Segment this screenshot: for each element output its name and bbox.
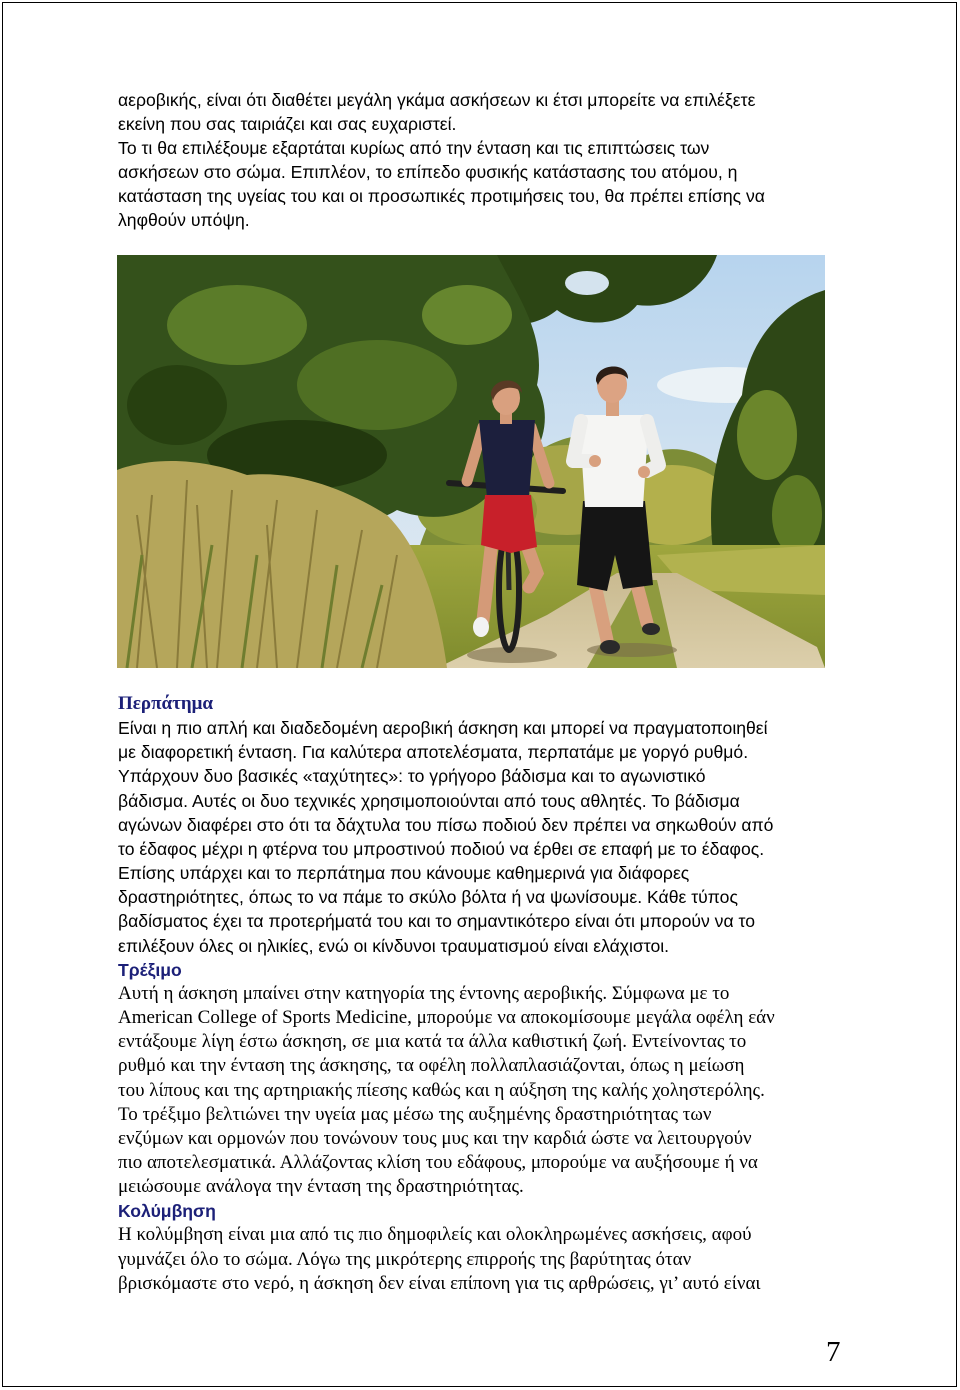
section-heading-running: Τρέξιμο xyxy=(118,959,182,980)
intro-line: κατάσταση της υγείας του και οι προσωπικές προτιμήσεις του, θα πρέπει επίσης να xyxy=(118,186,765,206)
walking-line: βαδίσματος έχει τα προτερήματά του και το σημαντικότερο είναι ότι μπορούν να το xyxy=(118,911,755,932)
running-line: μειώσουμε ανάλογα την ένταση της δραστηριότητας. xyxy=(118,1176,524,1198)
canopy-highlight xyxy=(167,285,307,365)
intro-line: ληφθούν υπόψη. xyxy=(118,210,250,230)
swimming-line: βρισκόμαστε στο νερό, η άσκηση δεν είναι επίπονη για τις αρθρώσεις, γι’ αυτό είναι xyxy=(118,1272,761,1294)
running-line: ενζύμων και ορμονών που τονώνουν τους μυς και την καρδιά ώστε να λειτουργούν xyxy=(118,1127,752,1149)
walking-line: αγώνων διαφέρει στο ότι τα δάχτυλα του πίσω ποδιού δεν πρέπει να σηκωθούν από xyxy=(118,814,774,835)
canopy-highlight xyxy=(422,285,512,345)
sky-gap xyxy=(565,271,609,295)
running-line: του λίπους και της αρτηριακής πίεσης καθώς και η αύξηση της καλής χοληστερόλης. xyxy=(118,1079,765,1101)
photo-cyclist-and-jogger xyxy=(117,255,825,668)
page-number: 7 xyxy=(826,1336,841,1368)
swimming-line: γυμνάζει όλο το σώμα. Λόγω της μικρότερης επιρροής της βαρύτητας όταν xyxy=(118,1248,692,1270)
man-hand xyxy=(589,455,601,467)
running-line: Το τρέξιμο βελτιώνει την υγεία μας μέσω της αυξημένης δραστηριότητας των xyxy=(118,1103,712,1125)
swimming-line: Η κολύμβηση είναι μια από τις πιο δημοφιλείς και ολοκληρωμένες ασκήσεις, αφού xyxy=(118,1224,752,1246)
man-shoe xyxy=(600,640,620,654)
body-sections xyxy=(118,692,775,1296)
intro-line: εκείνη που σας ταιριάζει και σας ευχαριστεί. xyxy=(118,114,457,134)
canopy-shadow xyxy=(127,365,227,445)
intro-paragraph xyxy=(118,88,765,232)
right-tree-highlight xyxy=(772,475,822,555)
woman-shoe xyxy=(473,617,489,637)
walking-line: δραστηριότητες, όπως το να πάμε το σκύλο βόλτα ή να ψωνίσουμε. Κάθε τύπος xyxy=(118,887,738,908)
intro-line: Το τι θα επιλέξουμε εξαρτάται κυρίως από την ένταση και τις επιπτώσεις των xyxy=(118,138,710,158)
intro-line: ασκήσεων στο σώμα. Επιπλέον, το επίπεδο φυσικής κατάστασης του ατόμου, η xyxy=(118,162,738,182)
running-line: Αυτή η άσκηση μπαίνει στην κατηγορία της έντονης αεροβικής. Σύμφωνα με το xyxy=(118,982,730,1004)
running-line: εντάξουμε λίγη έστω άσκηση, σε μια κατά τα άλλα καθιστική ζωή. Εντείνοντας το xyxy=(118,1031,747,1053)
walking-line: βάδισμα. Αυτές οι δυο τεχνικές χρησιμοποιούνται από τους αθλητές. Το βάδισμα xyxy=(118,790,740,811)
walking-line: Επίσης υπάρχει και το περπάτημα που κάνουμε καθημερινά για διάφορες xyxy=(118,863,690,884)
running-line: πιο αποτελεσματικά. Αλλάζοντας κλίση του εδάφους, μπορούμε να αυξήσουμε ή να xyxy=(118,1151,758,1173)
canopy-highlight xyxy=(297,340,457,430)
section-heading-swimming: Κολύμβηση xyxy=(118,1201,216,1222)
woman-shirt xyxy=(479,420,535,497)
running-line: ρυθμό και την ένταση της άσκησης, τα οφέλη πολλαπλασιάζονται, όπως η μείωση xyxy=(118,1055,745,1077)
walking-line: Είναι η πιο απλή και διαδεδομένη αεροβική άσκηση και μπορεί να πραγματοποιηθεί xyxy=(118,718,768,739)
woman-shorts xyxy=(481,495,537,553)
man-shoe xyxy=(642,623,660,635)
walking-line: το έδαφος μέχρι η φτέρνα του μπροστινού ποδιού να έρθει σε επαφή με το έδαφος. xyxy=(118,838,765,859)
running-line: American College of Sports Medicine, μπορούμε να αποκομίσουμε μεγάλα οφέλη εάν xyxy=(118,1007,775,1029)
man-hand xyxy=(638,466,650,478)
walking-line: Υπάρχουν δυο βασικές «ταχύτητες»: το γρήγορο βάδισμα και το αγωνιστικό xyxy=(118,766,706,787)
walking-line: επιλέξουν όλες οι ηλικίες, ενώ οι κίνδυνοι τραυματισμού είναι ελάχιστοι. xyxy=(118,935,670,956)
walking-line: με διαφορετική ένταση. Για καλύτερα αποτελέσματα, περπατάμε με γοργό ρυθμό. xyxy=(118,742,749,763)
woman-leg xyxy=(483,540,492,620)
section-heading-walking: Περπάτημα xyxy=(118,693,213,714)
right-tree-highlight xyxy=(737,390,797,480)
intro-line: αεροβικής, είναι ότι διαθέτει μεγάλη γκάμα ασκήσεων κι έτσι μπορείτε να επιλέξετε xyxy=(118,90,756,110)
